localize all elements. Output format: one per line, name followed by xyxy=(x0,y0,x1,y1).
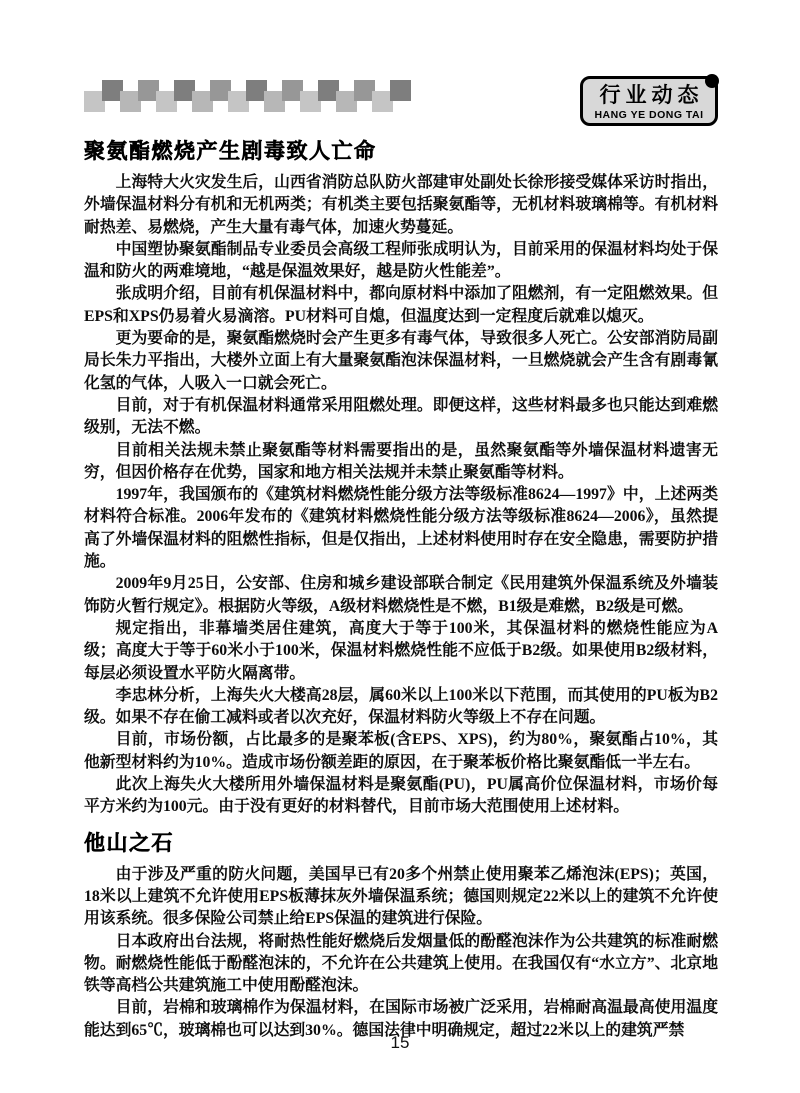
paragraph: 目前，对于有机保温材料通常采用阻燃处理。即便这样，这些材料最多也只能达到难燃级别，无法不燃。 xyxy=(84,396,718,437)
paragraph: 上海特大火灾发生后，山西省消防总队防火部建审处副处长徐形接受媒体采访时指出，外墙保温材料分有机和无机两类；有机类主要包括聚氨酯等，无机材料玻璃棉等。有机材料耐热差、易燃烧，产生大量有毒气体，加速火势蔓延。 xyxy=(84,174,718,236)
paragraph: 目前，市场份额，占比最多的是聚苯板(含EPS、XPS)，约为80%，聚氨酯占10%，其他新型材料约为10%。造成市场份额差距的原因，在于聚苯板价格比聚氨酯低一半左右。 xyxy=(84,731,718,771)
paragraph: 目前相关法规未禁止聚氨酯等材料需要指出的是，虽然聚氨酯等外墙保温材料遗害无穷，但因价格存在优势，国家和地方相关法规并未禁止聚氨酯等材料。 xyxy=(84,441,718,481)
page-number: 15 xyxy=(390,1033,410,1052)
decor-square xyxy=(390,80,411,101)
paragraph: 此次上海失火大楼所用外墙保温材料是聚氨酯(PU)，PU属高价位保温材料，市场价每平方米约为100元。由于没有更好的材料替代，目前市场大范围使用上述材料。 xyxy=(84,776,718,816)
paragraph: 张成明介绍，目前有机保温材料中，都向原材料中添加了阻燃剂，有一定阻燃效果。但EPS和XPS仍易着火易滴溶。PU材料可自熄，但温度达到一定程度后就难以熄灭。 xyxy=(84,285,718,325)
article-1 xyxy=(84,135,718,819)
column-title-pinyin: HANG YE DONG TAI xyxy=(594,109,704,121)
paragraph: 2009年9月25日，公安部、住房和城乡建设部联合制定《民用建筑外保温系统及外墙装饰防火暂行规定》。根据防火等级，A级材料燃烧性是不燃，B1级是难燃，B2级是可燃。 xyxy=(84,575,718,615)
decorative-squares xyxy=(84,80,408,101)
column-title: 行业动态 xyxy=(599,84,704,107)
column-badge xyxy=(580,76,718,126)
paragraph: 规定指出，非幕墙类居住建筑，高度大于等于100米，其保温材料的燃烧性能应为A级；高度大于等于60米小于100米，保温材料燃烧性能不应低于B2级。如果使用B2级材料，每层必须设置水平防火隔离带。 xyxy=(84,619,718,682)
page-header xyxy=(84,76,718,130)
badge-dot-icon xyxy=(705,74,719,88)
paragraph: 更为要命的是，聚氨酯燃烧时会产生更多有毒气体，导致很多人死亡。公安部消防局副局长朱力平指出，大楼外立面上有大量聚氨酯泡沫保温材料，一旦燃烧就会产生含有剧毒氰化氢的气体，人吸入一口就会死亡。 xyxy=(84,330,718,392)
article-2 xyxy=(84,827,718,1042)
paragraph: 目前，岩棉和玻璃棉作为保温材料，在国际市场被广泛采用，岩棉耐高温最高使用温度能达到65℃，玻璃棉也可以达到30%。德国法律中明确规定，超过22米以上的建筑严禁 xyxy=(84,999,718,1039)
paragraph: 1997年，我国颁布的《建筑材料燃烧性能分级方法等级标准8624—1997》中，上述两类材料符合标准。2006年发布的《建筑材料燃烧性能分级方法等级标准8624—2006》，虽然提高了外墙保温材料的阻燃性指标，但是仅指出，上述材料使用时存在安全隐患，需要防护措施。 xyxy=(84,486,718,571)
paragraph: 由于涉及严重的防火问题，美国早已有20多个州禁止使用聚苯乙烯泡沫(EPS)；英国，18米以上建筑不允许使用EPS板薄抹灰外墙保温系统；德国则规定22米以上的建筑不允许使用该系统。很多保险公司禁止给EPS保温的建筑进行保险。 xyxy=(84,865,718,928)
paragraph: 李忠林分析，上海失火大楼高28层，属60米以上100米以下范围，而其使用的PU板为B2级。如果不存在偷工减料或者以次充好，保温材料防火等级上不存在问题。 xyxy=(84,686,718,727)
paragraph: 中国塑协聚氨酯制品专业委员会高级工程师张成明认为，目前采用的保温材料均处于保温和防火的两难境地，“越是保温效果好，越是防火性能差”。 xyxy=(84,240,718,281)
article-2-title: 他山之石 xyxy=(84,831,174,855)
article-1-title: 聚氨酯燃烧产生剧毒致人亡命 xyxy=(84,140,377,163)
paragraph: 日本政府出台法规，将耐热性能好燃烧后发烟量低的酚醛泡沫作为公共建筑的标准耐燃物。耐燃烧性能低于酚醛泡沫的，不允许在公共建筑上使用。在我国仅有“水立方”、北京地铁等高档公共建筑施工中使用酚醛泡沫。 xyxy=(84,932,718,995)
